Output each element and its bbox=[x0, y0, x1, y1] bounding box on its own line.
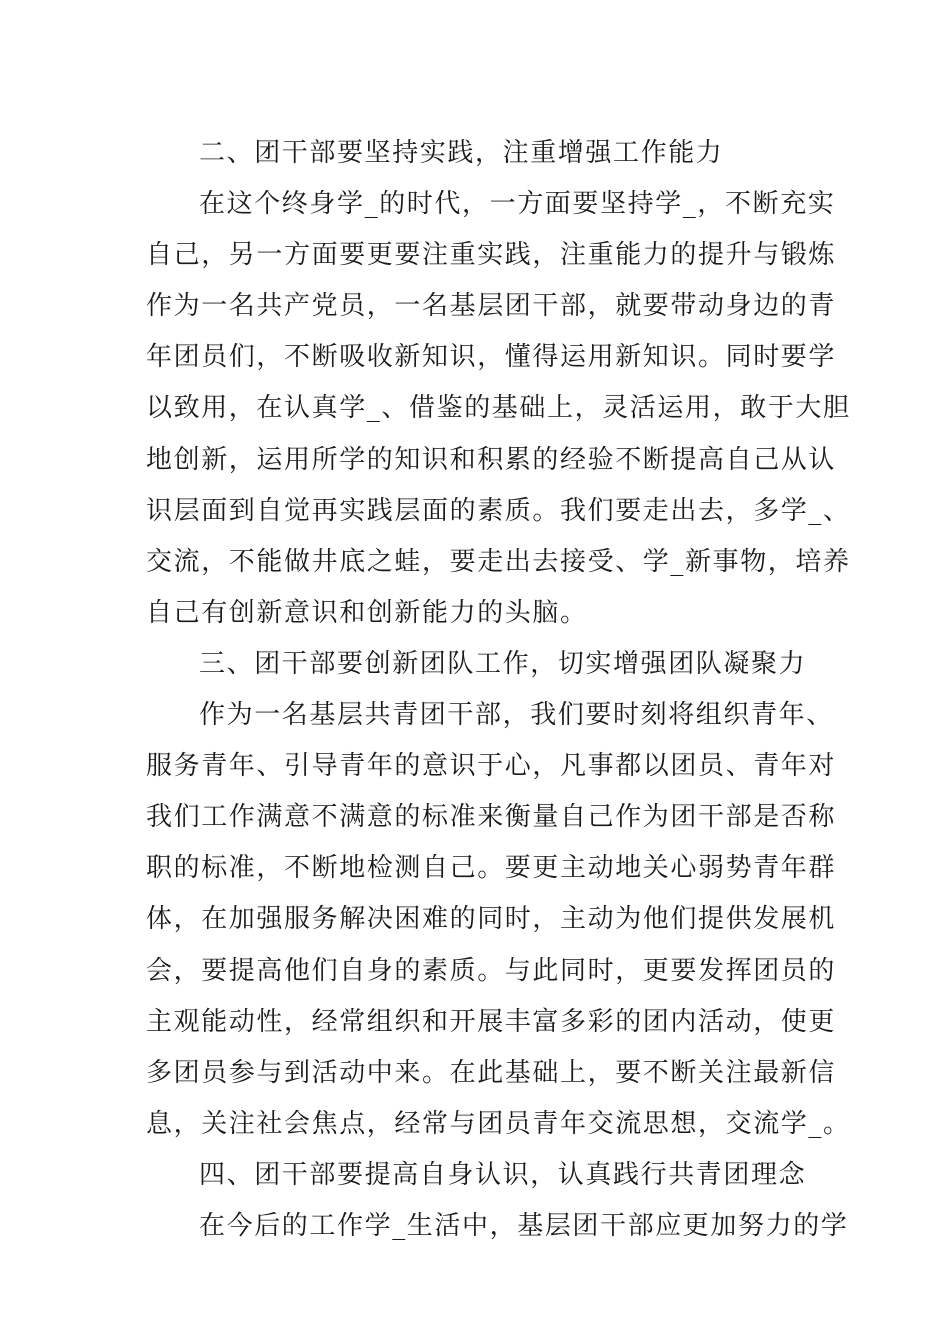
paragraph-line: 在今后的工作学_生活中，基层团干部应更加努力的学 bbox=[199, 1210, 849, 1241]
paragraph-line: 我们工作满意不满意的标准来衡量自己作为团干部是否称 bbox=[146, 802, 837, 833]
paragraph-line: 识层面到自觉再实践层面的素质。我们要走出去，多学_、 bbox=[146, 495, 851, 526]
paragraph-line: 作为一名共产党员，一名基层团干部，就要带动身边的青 bbox=[146, 291, 837, 322]
paragraph-line: 自己，另一方面要更要注重实践，注重能力的提升与锻炼 bbox=[146, 240, 837, 271]
paragraph-line: 息，关注社会焦点，经常与团员青年交流思想，交流学_。 bbox=[146, 1108, 851, 1139]
paragraph-line: 在这个终身学_的时代，一方面要坚持学_，不断充实 bbox=[199, 189, 836, 220]
paragraph-line: 地创新，运用所学的知识和积累的经验不断提高自己从认 bbox=[146, 444, 837, 475]
paragraph-section-2 bbox=[146, 179, 851, 639]
paragraph-line: 自己有创新意识和创新能力的头脑。 bbox=[146, 597, 588, 628]
paragraph-section-4 bbox=[146, 1201, 849, 1252]
section-heading-2: 二、团干部要坚持实践，注重增强工作能力 bbox=[199, 138, 724, 168]
paragraph-line: 交流，不能做井底之蛙，要走出去接受、学_新事物，培养 bbox=[146, 546, 851, 577]
paragraph-line: 作为一名基层共青团干部，我们要时刻将组织青年、 bbox=[199, 700, 834, 731]
paragraph-line: 主观能动性，经常组织和开展丰富多彩的团内活动，使更 bbox=[146, 1006, 837, 1037]
paragraph-line: 职的标准，不断地检测自己。要更主动地关心弱势青年群 bbox=[146, 853, 837, 884]
paragraph-line: 多团员参与到活动中来。在此基础上，要不断关注最新信 bbox=[146, 1057, 837, 1088]
document-page bbox=[146, 128, 851, 1252]
paragraph-line: 年团员们，不断吸收新知识，懂得运用新知识。同时要学 bbox=[146, 342, 837, 373]
paragraph-section-3 bbox=[146, 690, 851, 1150]
paragraph-line: 会，要提高他们自身的素质。与此同时，更要发挥团员的 bbox=[146, 955, 837, 986]
section-heading-3: 三、团干部要创新团队工作，切实增强团队凝聚力 bbox=[199, 648, 807, 679]
paragraph-line: 体，在加强服务解决困难的同时，主动为他们提供发展机 bbox=[146, 904, 837, 935]
section-heading-4: 四、团干部要提高自身认识，认真践行共青团理念 bbox=[199, 1159, 807, 1190]
paragraph-line: 服务青年、引导青年的意识于心，凡事都以团员、青年对 bbox=[146, 751, 837, 782]
paragraph-line: 以致用，在认真学_、借鉴的基础上，灵活运用，敢于大胆 bbox=[146, 393, 851, 424]
